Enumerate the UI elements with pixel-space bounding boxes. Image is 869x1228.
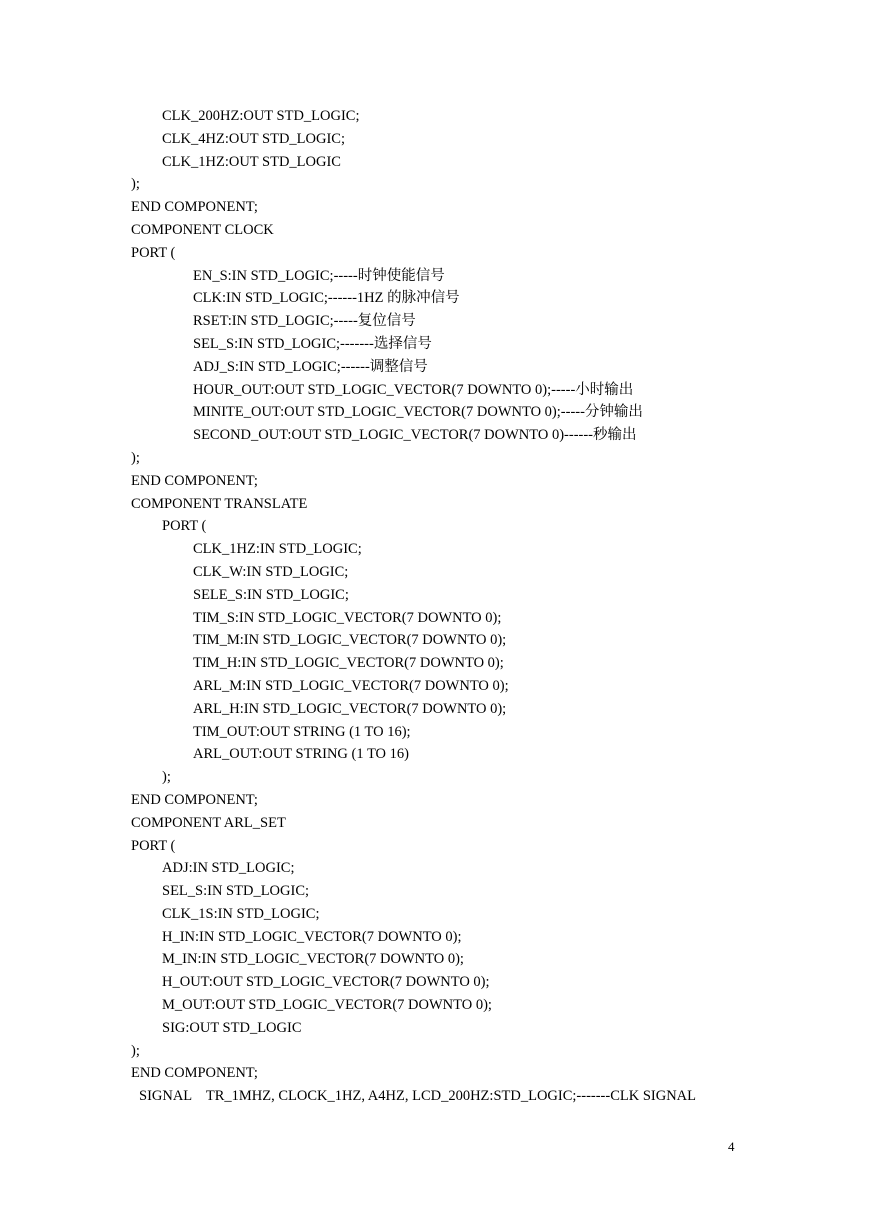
code-line: CLK_1HZ:OUT STD_LOGIC <box>162 153 341 170</box>
code-line: END COMPONENT; <box>131 472 258 489</box>
code-line: HOUR_OUT:OUT STD_LOGIC_VECTOR(7 DOWNTO 0);-----小时输出 <box>193 381 634 398</box>
vhdl-code-block <box>0 105 869 1108</box>
code-line: TIM_H:IN STD_LOGIC_VECTOR(7 DOWNTO 0); <box>193 655 504 672</box>
page-number: 4 <box>728 1139 735 1154</box>
code-line: SELE_S:IN STD_LOGIC; <box>193 586 349 603</box>
code-line: ); <box>131 176 140 193</box>
code-line: COMPONENT CLOCK <box>131 221 274 238</box>
code-line: TIM_M:IN STD_LOGIC_VECTOR(7 DOWNTO 0); <box>193 632 507 649</box>
code-line: CLK:IN STD_LOGIC;------1HZ 的脉冲信号 <box>193 290 460 307</box>
code-line: M_OUT:OUT STD_LOGIC_VECTOR(7 DOWNTO 0); <box>162 997 492 1014</box>
code-line: CLK_200HZ:OUT STD_LOGIC; <box>162 108 360 124</box>
code-line: TIM_S:IN STD_LOGIC_VECTOR(7 DOWNTO 0); <box>193 609 502 626</box>
code-line: M_IN:IN STD_LOGIC_VECTOR(7 DOWNTO 0); <box>162 951 464 968</box>
code-line: SEL_S:IN STD_LOGIC;-------选择信号 <box>193 335 432 352</box>
code-line: CLK_W:IN STD_LOGIC; <box>193 563 349 580</box>
code-line: MINITE_OUT:OUT STD_LOGIC_VECTOR(7 DOWNTO 0);-----分钟输出 <box>193 404 643 421</box>
code-line: CLK_4HZ:OUT STD_LOGIC; <box>162 130 345 147</box>
code-line: ADJ_S:IN STD_LOGIC;------调整信号 <box>193 358 428 375</box>
code-line: CLK_1S:IN STD_LOGIC; <box>162 905 320 922</box>
code-line: END COMPONENT; <box>131 791 258 808</box>
code-line: TIM_OUT:OUT STRING (1 TO 16); <box>193 723 411 740</box>
code-line: ARL_H:IN STD_LOGIC_VECTOR(7 DOWNTO 0); <box>193 700 507 717</box>
code-line: END COMPONENT; <box>131 1065 258 1082</box>
code-line: SIGNAL TR_1MHZ, CLOCK_1HZ, A4HZ, LCD_200HZ:STD_LOGIC;-------CLK SIGNAL <box>139 1088 697 1105</box>
code-line: RSET:IN STD_LOGIC;-----复位信号 <box>193 313 416 330</box>
code-line: COMPONENT TRANSLATE <box>131 495 308 512</box>
code-line: ADJ:IN STD_LOGIC; <box>162 860 295 877</box>
code-line: SECOND_OUT:OUT STD_LOGIC_VECTOR(7 DOWNTO 0)------秒输出 <box>193 427 637 444</box>
code-line: ARL_M:IN STD_LOGIC_VECTOR(7 DOWNTO 0); <box>193 677 509 694</box>
code-line: PORT ( <box>131 244 176 261</box>
code-line: ); <box>162 769 171 786</box>
code-line: H_IN:IN STD_LOGIC_VECTOR(7 DOWNTO 0); <box>162 928 462 945</box>
code-line: PORT ( <box>162 518 207 535</box>
code-line: CLK_1HZ:IN STD_LOGIC; <box>193 541 362 558</box>
code-line: SIG:OUT STD_LOGIC <box>162 1019 302 1036</box>
code-line: H_OUT:OUT STD_LOGIC_VECTOR(7 DOWNTO 0); <box>162 974 490 991</box>
code-line: ); <box>131 1042 140 1059</box>
code-line: SEL_S:IN STD_LOGIC; <box>162 883 310 900</box>
code-line: EN_S:IN STD_LOGIC;-----时钟使能信号 <box>193 267 445 284</box>
code-line: PORT ( <box>131 837 176 854</box>
code-line: COMPONENT ARL_SET <box>131 814 286 831</box>
code-line: ); <box>131 449 140 466</box>
code-line: ARL_OUT:OUT STRING (1 TO 16) <box>193 746 409 763</box>
code-line: END COMPONENT; <box>131 199 258 216</box>
